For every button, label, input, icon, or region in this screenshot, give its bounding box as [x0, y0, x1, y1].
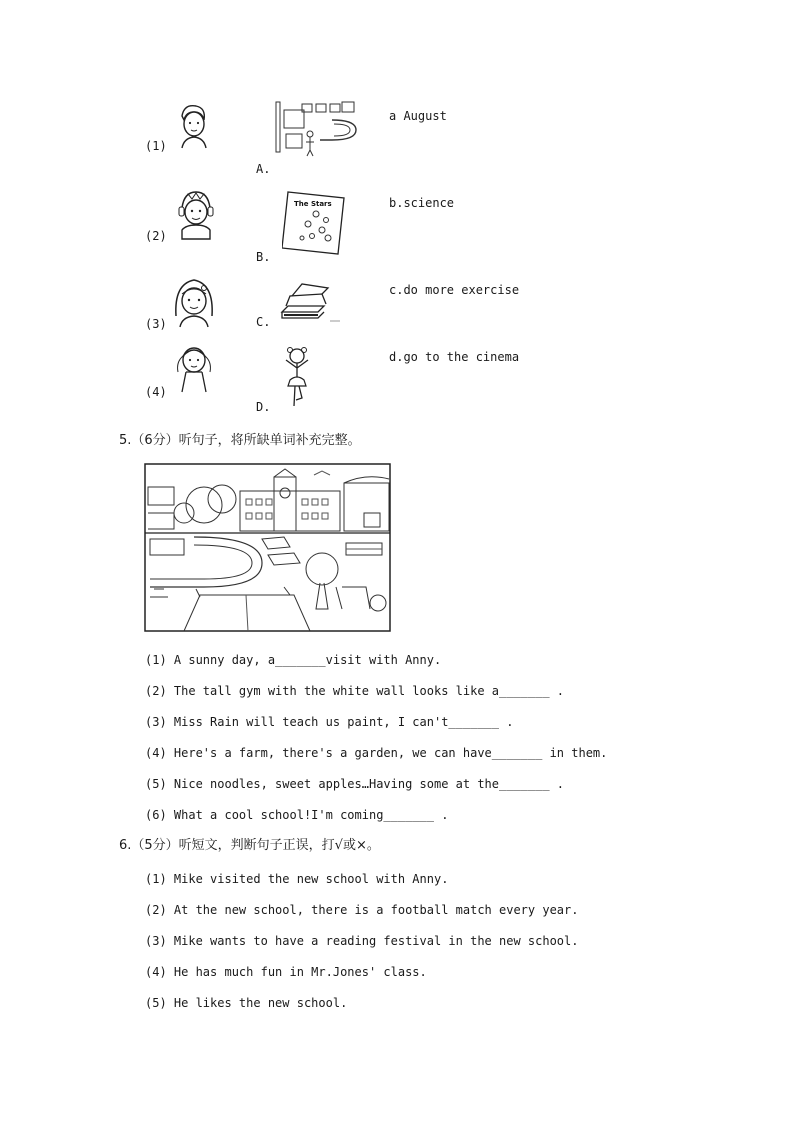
- girl-portrait-image: [172, 276, 216, 328]
- question-6-title: 6.（5分）听短文，判断句子正误，打√或×。: [119, 838, 380, 853]
- match-number-1: (1): [145, 139, 167, 153]
- match-letter-c: C.: [256, 315, 271, 329]
- book-title-line: The Stars: [294, 200, 332, 208]
- match-option-a: a August: [389, 109, 447, 123]
- q6-sentence-3: (3) Mike wants to have a reading festival in the new school.: [145, 934, 579, 948]
- q5-sentence-5: (5) Nice noodles, sweet apples…Having some at the_______ .: [145, 777, 565, 791]
- q6-sentence-2: (2) At the new school, there is a football match every year.: [145, 903, 579, 917]
- match-number-2: (2): [145, 229, 167, 243]
- q5-sentence-1: (1) A sunny day, a_______visit with Anny.: [145, 653, 442, 667]
- q6-sentence-4: (4) He has much fun in Mr.Jones' class.: [145, 965, 427, 979]
- question-5-title: 5.（6分）听句子，将所缺单词补充完整。: [119, 433, 361, 448]
- q5-sentence-3: (3) Miss Rain will teach us paint, I can't_______ .: [145, 715, 514, 729]
- q5-sentence-6: (6) What a cool school!I'm coming_______ .: [145, 808, 449, 822]
- match-number-3: (3): [145, 317, 167, 331]
- book-the-stars-image: [282, 190, 346, 256]
- boy-with-headphones-image: [176, 190, 216, 240]
- q5-sentence-4: (4) Here's a farm, there's a garden, we can have_______ in them.: [145, 746, 608, 760]
- q5-sentence-2: (2) The tall gym with the white wall looks like a_______ .: [145, 684, 565, 698]
- match-option-d: d.go to the cinema: [389, 350, 520, 364]
- stack-of-books-image: [278, 278, 342, 324]
- match-option-c: c.do more exercise: [389, 283, 520, 297]
- boy-portrait-1-image: [172, 102, 212, 150]
- match-letter-d: D.: [256, 400, 271, 414]
- match-number-4: (4): [145, 385, 167, 399]
- girl-with-pigtails-image: [172, 342, 216, 394]
- match-option-b: b.science: [389, 196, 455, 210]
- dancing-girl-image: [282, 346, 312, 408]
- school-playground-image: [272, 100, 358, 158]
- match-letter-a: A.: [256, 162, 271, 176]
- q6-sentence-1: (1) Mike visited the new school with Anny.: [145, 872, 449, 886]
- q6-sentence-5: (5) He likes the new school.: [145, 996, 348, 1010]
- school-campus-illustration: [144, 463, 391, 632]
- match-letter-b: B.: [256, 250, 271, 264]
